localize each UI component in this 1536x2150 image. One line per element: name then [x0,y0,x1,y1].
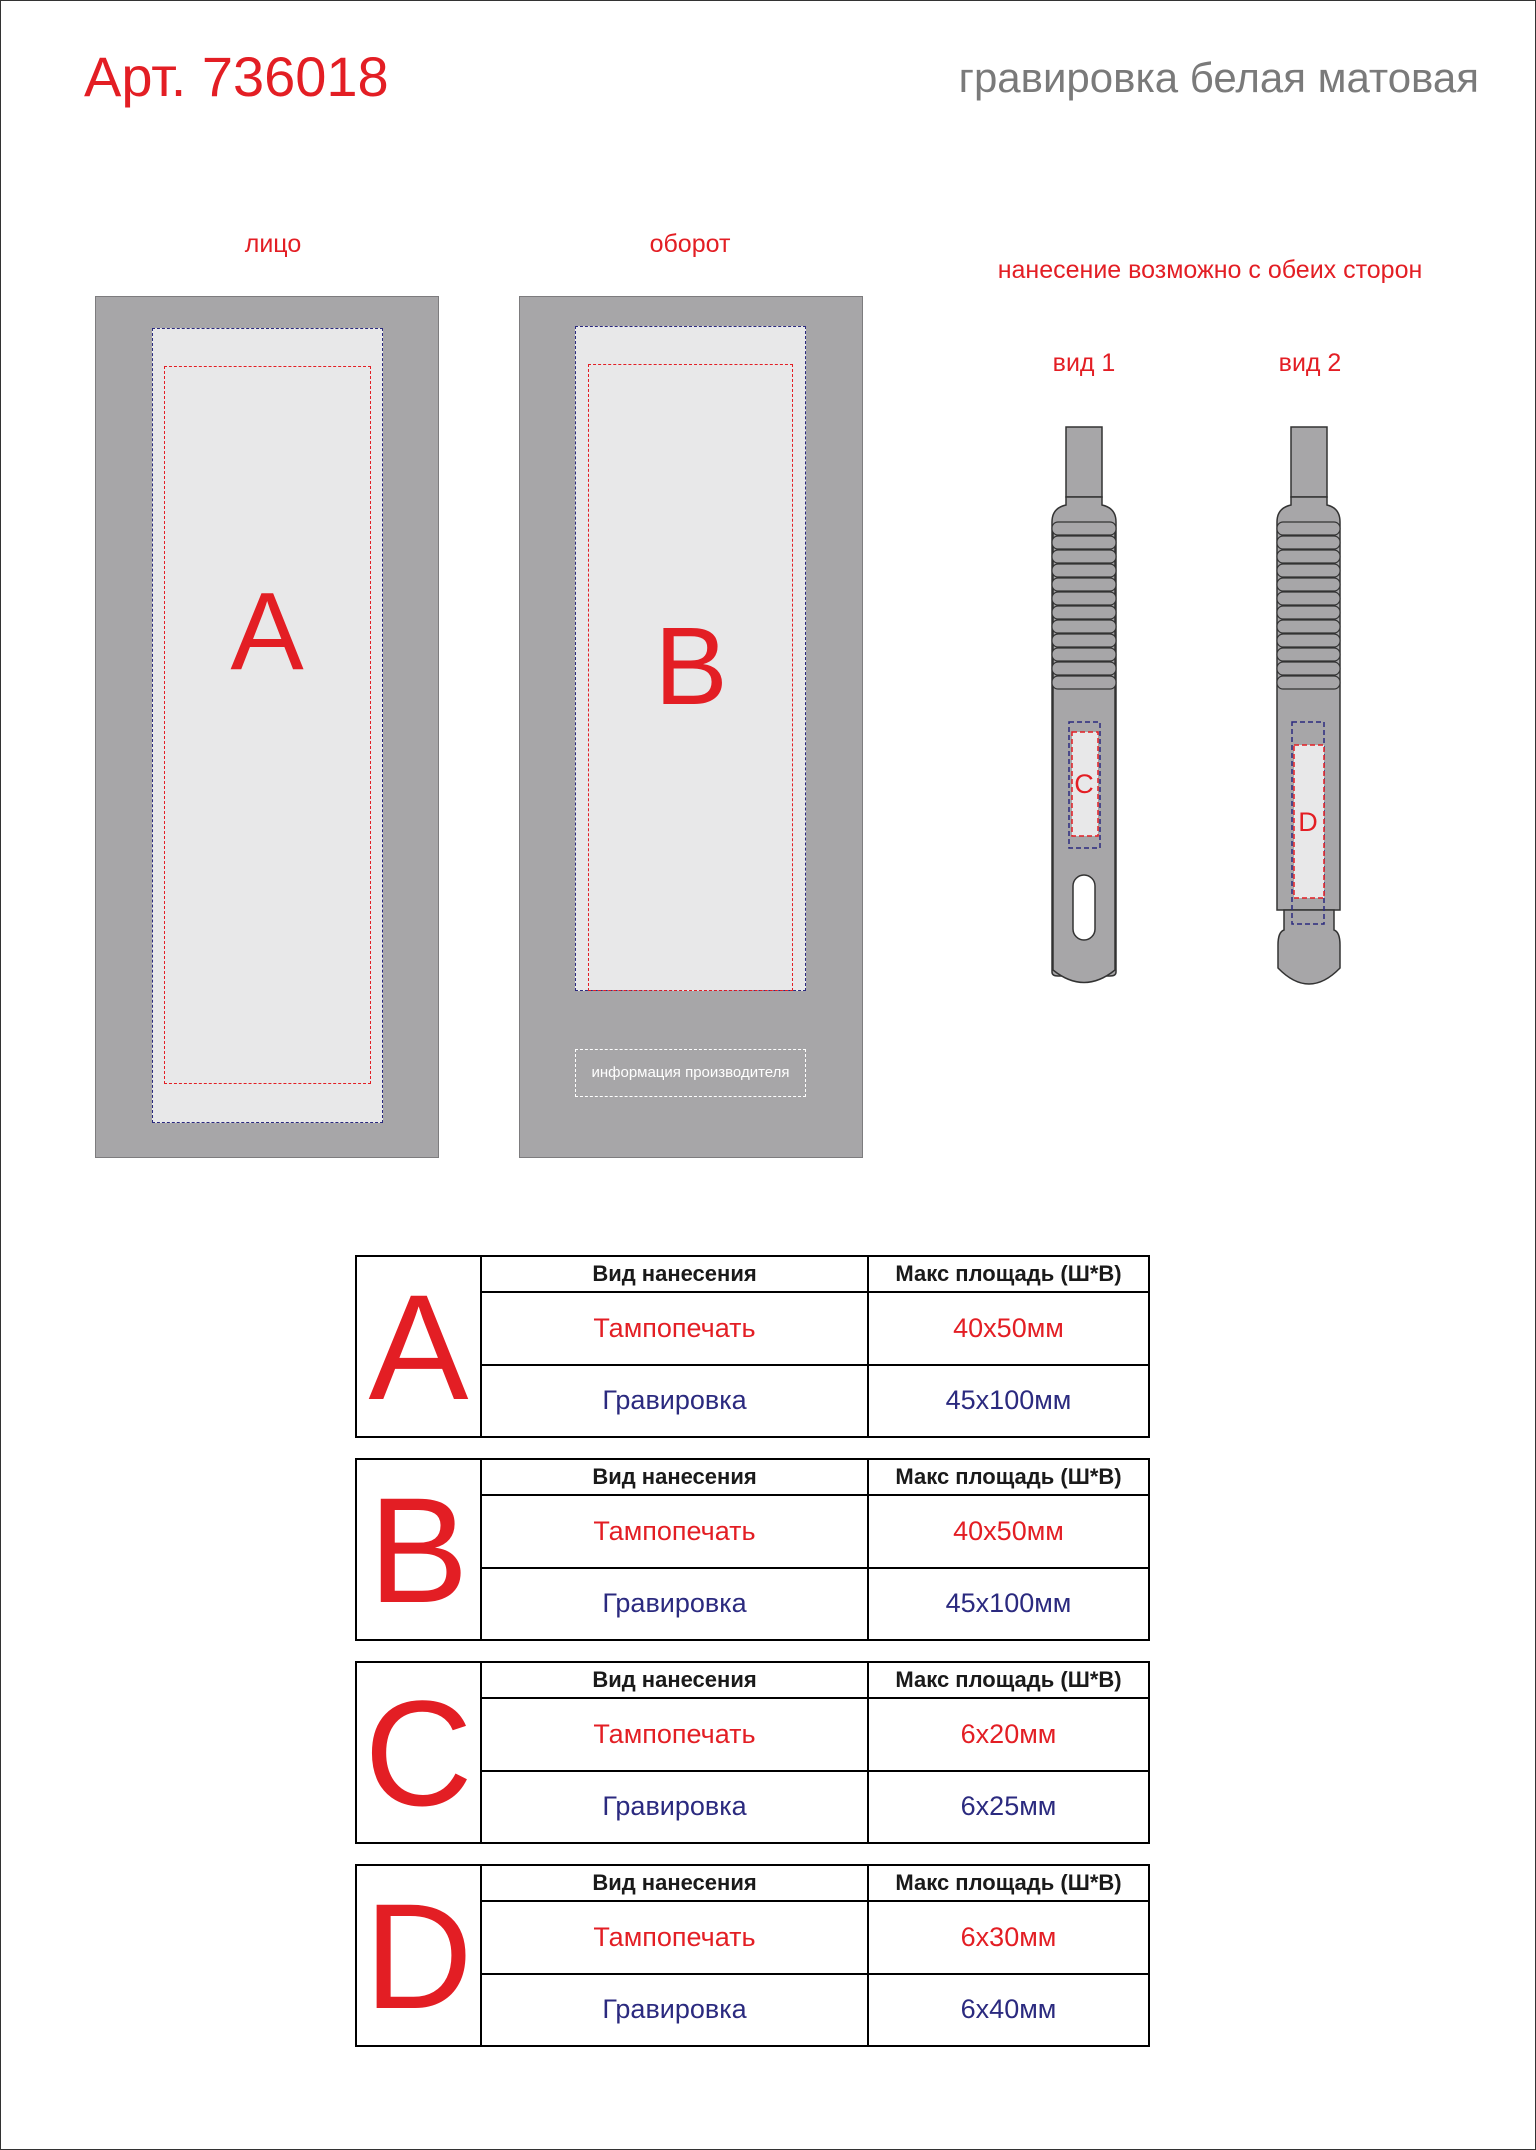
method-engraving: Гравировка [481,1974,868,2047]
zone-b-letter: B [654,605,728,728]
max-area-pad-printing: 40x50мм [868,1292,1149,1365]
method-engraving: Гравировка [481,1365,868,1438]
method-column-header: Вид нанесения [481,1459,868,1495]
max-area-column-header: Макс площадь (Ш*В) [868,1865,1149,1901]
zone-b-table [355,1458,1150,1641]
article-number: Арт. 736018 [84,45,389,108]
front-panel [95,296,439,1158]
zone-c-letter: C [1074,769,1094,799]
view-2-label: вид 2 [1278,349,1342,377]
zone-d-table [355,1864,1150,2047]
max-area-column-header: Макс площадь (Ш*В) [868,1256,1149,1292]
method-pad-printing: Тампопечать [481,1495,868,1568]
both-sides-note: нанесение возможно с обеих сторон [997,256,1423,284]
zone-d-letter: D [1298,807,1318,837]
max-area-pad-printing: 6x30мм [868,1901,1149,1974]
method-column-header: Вид нанесения [481,1865,868,1901]
max-area-column-header: Макс площадь (Ш*В) [868,1459,1149,1495]
method-pad-printing: Тампопечать [481,1292,868,1365]
max-area-pad-printing: 40x50мм [868,1495,1149,1568]
method-column-header: Вид нанесения [481,1256,868,1292]
back-panel [519,296,863,1158]
front-side-label: лицо [244,230,302,258]
product-finish: гравировка белая матовая [958,54,1479,101]
table-zone-letter: C [356,1662,481,1843]
zone-a-inner-area [164,366,371,1084]
side-views-svg [1000,420,1420,1000]
view-1-label: вид 1 [1052,349,1116,377]
max-area-engraving: 45x100мм [868,1365,1149,1438]
method-column-header: Вид нанесения [481,1662,868,1698]
method-engraving: Гравировка [481,1568,868,1641]
table-zone-letter: A [356,1256,481,1437]
max-area-engraving: 45x100мм [868,1568,1149,1641]
max-area-engraving: 6x25мм [868,1771,1149,1844]
zone-c-table [355,1661,1150,1844]
method-pad-printing: Тампопечать [481,1901,868,1974]
max-area-engraving: 6x40мм [868,1974,1149,2047]
back-side-label: оборот [649,230,731,258]
zone-a-table [355,1255,1150,1438]
handle-view-1 [1052,427,1116,983]
zone-a-letter: A [230,570,304,693]
method-pad-printing: Тампопечать [481,1698,868,1771]
manufacturer-info-box: информация производителя [575,1049,806,1097]
max-area-pad-printing: 6x20мм [868,1698,1149,1771]
handle-view-2 [1277,427,1340,984]
table-zone-letter: B [356,1459,481,1640]
method-engraving: Гравировка [481,1771,868,1844]
max-area-column-header: Макс площадь (Ш*В) [868,1662,1149,1698]
table-zone-letter: D [356,1865,481,2046]
